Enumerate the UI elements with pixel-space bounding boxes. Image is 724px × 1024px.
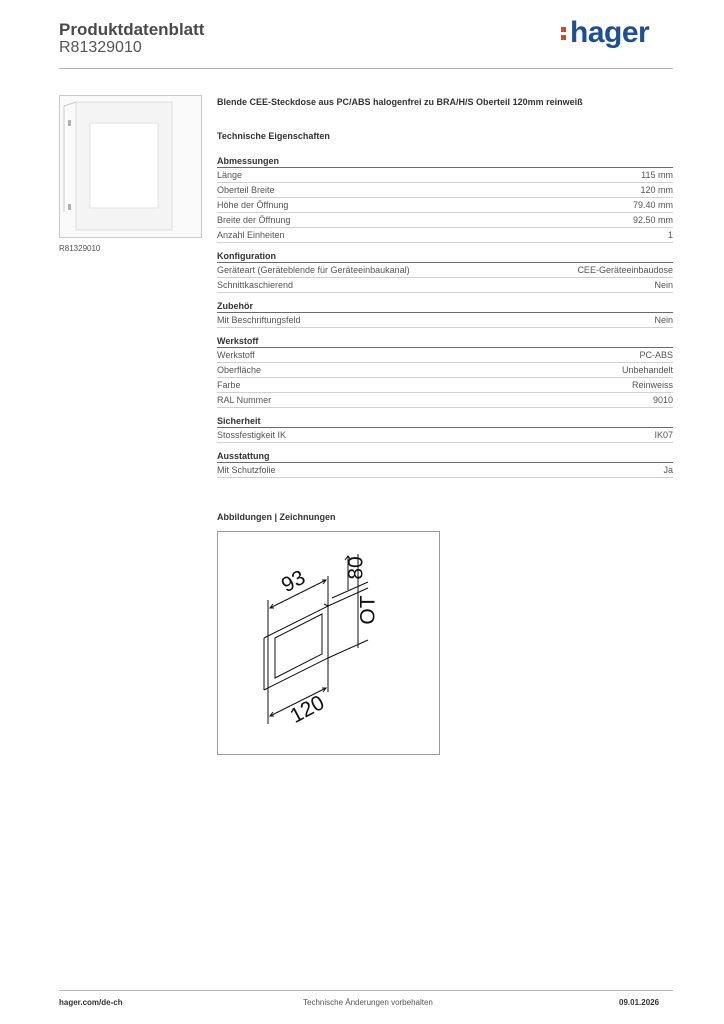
footer-divider: [59, 990, 673, 991]
section-werkstoff: [217, 335, 673, 408]
section-konfiguration: [217, 250, 673, 293]
row-value: 115 mm: [641, 170, 673, 180]
dimension-label-ot: OT: [356, 595, 380, 625]
table-row: [217, 263, 673, 278]
row-value: 92.50 mm: [632, 215, 673, 225]
table-row: [217, 363, 673, 378]
product-frame-icon: [60, 96, 201, 237]
row-label: Oberfläche: [217, 365, 262, 375]
table-row: [217, 393, 673, 408]
row-label: Geräteart (Geräteblende für Geräteeinbaukanal): [217, 265, 410, 275]
row-value: Reinweiss: [631, 380, 673, 390]
footer-date: 09.01.2026: [619, 998, 660, 1007]
section-heading: Sicherheit: [217, 415, 673, 428]
frame-drawing-icon: [218, 532, 439, 754]
row-label: Werkstoff: [217, 350, 255, 360]
row-value: 1: [667, 230, 673, 240]
row-label: Schnittkaschierend: [217, 280, 294, 290]
table-row: [217, 278, 673, 293]
row-label: Mit Beschriftungsfeld: [217, 315, 301, 325]
table-row: [217, 428, 673, 443]
section-ausstattung: [217, 450, 673, 478]
dimension-label-overall: 120: [286, 691, 329, 728]
product-image: [59, 95, 202, 238]
section-sicherheit: [217, 415, 673, 443]
row-value: 79.40 mm: [632, 200, 673, 210]
row-label: Anzahl Einheiten: [217, 230, 285, 240]
row-label: Farbe: [217, 380, 241, 390]
row-value: 9010: [652, 395, 673, 405]
table-row: [217, 463, 673, 478]
row-value: IK07: [654, 430, 673, 440]
row-value: 120 mm: [640, 185, 673, 195]
drawings-heading: Abbildungen | Zeichnungen: [217, 512, 336, 522]
table-row: [217, 378, 673, 393]
row-label: Mit Schutzfolie: [217, 465, 276, 475]
section-zubehoer: [217, 300, 673, 328]
row-value: Ja: [663, 465, 673, 475]
row-label: Oberteil Breite: [217, 185, 275, 195]
section-heading: Werkstoff: [217, 335, 673, 348]
table-row: [217, 183, 673, 198]
page-title: Produktdatenblatt: [59, 20, 205, 39]
product-description: Blende CEE-Steckdose aus PC/ABS halogenfrei zu BRA/H/S Oberteil 120mm reinweiß: [217, 97, 583, 107]
section-heading: Konfiguration: [217, 250, 673, 263]
section-abmessungen: [217, 155, 673, 243]
properties-sections: [217, 155, 673, 485]
row-label: RAL Nummer: [217, 395, 272, 405]
row-label: Breite der Öffnung: [217, 215, 291, 225]
logo-wordmark: hager: [570, 16, 650, 49]
section-heading: Abmessungen: [217, 155, 673, 168]
row-value: Nein: [654, 315, 673, 325]
article-number: R81329010: [59, 39, 142, 56]
table-row: [217, 313, 673, 328]
table-row: [217, 198, 673, 213]
footer-notice: Technische Änderungen vorbehalten: [303, 998, 433, 1007]
hager-logo: [562, 16, 649, 50]
header-divider: [59, 68, 673, 69]
row-value: Nein: [654, 280, 673, 290]
row-label: Stossfestigkeit IK: [217, 430, 287, 440]
logo-dots-icon: [561, 27, 566, 43]
row-value: PC-ABS: [639, 350, 673, 360]
section-heading: Zubehör: [217, 300, 673, 313]
table-row: [217, 213, 673, 228]
dimension-label-height: 80: [344, 556, 368, 580]
footer-website-link[interactable]: hager.com/de-ch: [59, 998, 123, 1007]
table-row: [217, 228, 673, 243]
table-row: [217, 348, 673, 363]
row-value: Unbehandelt: [621, 365, 673, 375]
dimension-label-width: 93: [277, 565, 310, 598]
row-label: Höhe der Öffnung: [217, 200, 289, 210]
product-image-caption: R81329010: [59, 244, 101, 253]
section-heading: Ausstattung: [217, 450, 673, 463]
technical-properties-heading: Technische Eigenschaften: [217, 131, 330, 141]
table-row: [217, 168, 673, 183]
technical-drawing: [217, 531, 440, 755]
row-label: Länge: [217, 170, 243, 180]
row-value: CEE-Geräteeinbaudose: [577, 265, 673, 275]
